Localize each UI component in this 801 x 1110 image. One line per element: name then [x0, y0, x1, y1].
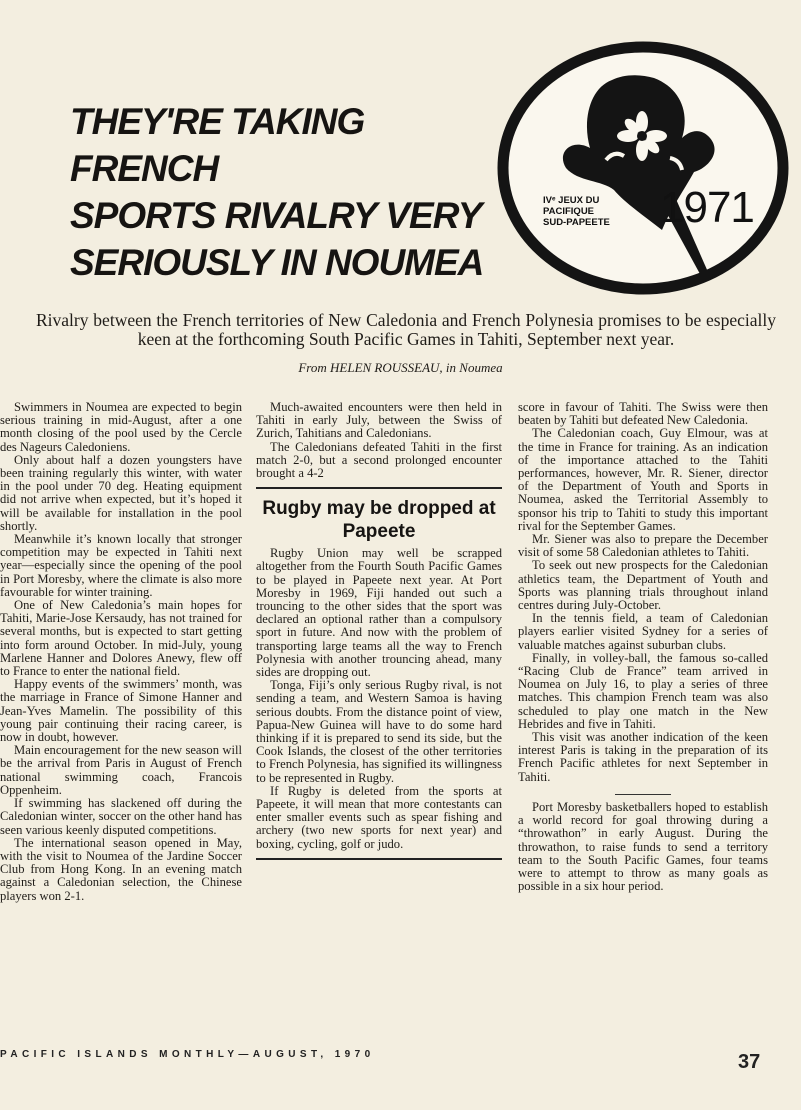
paragraph: The international season opened in May, with the visit to Noumea of the Jardine Soccer Club from Hong Kong. In an evening match against a Caledonian selection, the Chinese players won 2-1. [0, 835, 242, 903]
section-divider [256, 858, 502, 860]
paragraph: score in favour of Tahiti. The Swiss were then beaten by Tahiti but defeated New Caledonia. [518, 400, 768, 428]
paragraph: Rugby Union may well be scrapped altogether from the Fourth South Pacific Games to be played in Papeete next year. At Port Moresby in 1969, Fiji handed out such a trouncing to the other sides that the sport was declared an optional rather than a compulsory sport in future. And now with the problem of transporting large teams all the way to French Polynesia with another trouncing ahead, many sides are dropping out. [256, 546, 502, 680]
paragraph: Happy events of the swimmers’ month, was the marriage in France of Simone Hanner and Jean-Yves Mamelin. The possibility of this young pair continuing their racing career, is now in doubt, however. [0, 677, 242, 745]
paragraph: Finally, in volley-ball, the famous so-called “Racing Club de France” team arrived in Noumea on July 16, to play a series of three matches. This champion French team was also scheduled to play one match in the New Hebrides and five in Tahiti. [518, 650, 768, 731]
logo-line: PACIFIQUE [543, 206, 595, 217]
logo-year: 1971 [660, 183, 754, 232]
paragraph: Main encouragement for the new season will be the arrival from Paris in August of French national swimming coach, Francois Oppenheim. [0, 743, 242, 797]
headline [70, 98, 490, 286]
paragraph: Port Moresby basketballers hoped to establish a world record for goal throwing during a “throwathon” in early August. During the throwathon, to raise funds to send a territory team to the South Pacific Games, four teams were to attempt to throw as many goals as possible in a six hour period. [518, 799, 768, 894]
headline-line: SERIOUSLY IN NOUMEA [70, 242, 484, 283]
paragraph: Much-awaited encounters were then held in Tahiti in early July, between the Swiss of Zurich, Tahitians and Caledonians. [256, 400, 502, 441]
paragraph: If swimming has slackened off during the Caledonian winter, soccer on the other hand has seen various keenly disputed competitions. [0, 796, 242, 837]
paragraph: This visit was another indication of the keen interest Paris is taking in the preparation of its French Pacific athletes for next September in Tahiti. [518, 730, 768, 784]
headline-line: SPORTS RIVALRY VERY [70, 195, 482, 236]
headline-line: THEY'RE TAKING FRENCH [70, 101, 365, 189]
logo-line: IVᵉ JEUX DU [543, 195, 600, 206]
paragraph: If Rugby is deleted from the sports at Papeete, it will mean that more contestants can enter smaller events such as spear fishing and archery (two new sports for next year) and boxing, cycling, golf or judo. [256, 783, 502, 851]
column-3 [518, 401, 768, 893]
logo-text [543, 195, 610, 228]
column-2 [256, 401, 502, 868]
section-divider [615, 794, 671, 795]
paragraph: The Caledonian coach, Guy Elmour, was at the time in France for training. As an indication of the importance attached to the Tahiti performances, however, Mr. R. Siener, director of the Department of Youth and Sports in Noumea, asked the Territorial Assembly to sponsor his trip to Tahiti to study this important rival for the September Games. [518, 426, 768, 533]
paragraph: The Caledonians defeated Tahiti in the first match 2-0, but a second prolonged encounter brought a 4-2 [256, 439, 502, 481]
intro-paragraph: Rivalry between the French territories of New Caledonia and French Polynesia promises to be especially keen at the forthcoming South Pacific Games in Tahiti, September next year. [36, 310, 776, 349]
section-divider [256, 487, 502, 489]
footer-masthead: PACIFIC ISLANDS MONTHLY—AUGUST, 1970 [0, 1049, 375, 1060]
section-subhead: Rugby may be dropped at Papeete [262, 498, 496, 543]
paragraph: Swimmers in Noumea are expected to begin serious training in mid-August, after a one month closing of the pool used by the Cercle des Nageurs Caledoniens. [0, 400, 242, 454]
logo-line: SUD-PAPEETE [543, 217, 610, 228]
column-1 [0, 401, 242, 903]
paragraph: Tonga, Fiji’s only serious Rugby rival, is not sending a team, and Western Samoa is having serious doubts. From the distance point of view, Papua-New Guinea will have to do some hard thinking if it is prepared to send its side, but the Cook Islands, the closest of the other territories to French Polynesia, has signified its willingness to be represented in Rugby. [256, 678, 502, 785]
games-logo [494, 40, 792, 298]
paragraph: In the tennis field, a team of Caledonian players earlier visited Sydney for a series of valuable matches against suburban clubs. [518, 611, 768, 652]
paragraph: Meanwhile it’s known locally that stronger competition may be expected in Tahiti next year—especially since the opening of the pool in Port Moresby, where the climate is also more favourable for winter training. [0, 532, 242, 599]
paragraph: To seek out new prospects for the Caledonian athletics team, the Department of Youth and Sports was planning trials throughout inland centres during July-October. [518, 558, 768, 613]
paragraph: One of New Caledonia’s main hopes for Tahiti, Marie-Jose Kersaudy, has not trained for several months, but is expected to start getting into form around October. In mid-July, young Marlene Hanner and Dolores Anewy, flew off to France to enter the national field. [0, 598, 242, 679]
page-number: 37 [738, 1051, 761, 1073]
byline: From HELEN ROUSSEAU, in Noumea [298, 360, 503, 375]
paragraph: Mr. Siener was also to prepare the December visit of some 58 Caledonian athletes to Tahiti. [518, 532, 768, 560]
paragraph: Only about half a dozen youngsters have been training regularly this winter, with water in the pool under 70 deg. Heating equipment did not arrive when expected, but it’s hoped it will be available for installation in the pool shortly. [0, 452, 242, 533]
